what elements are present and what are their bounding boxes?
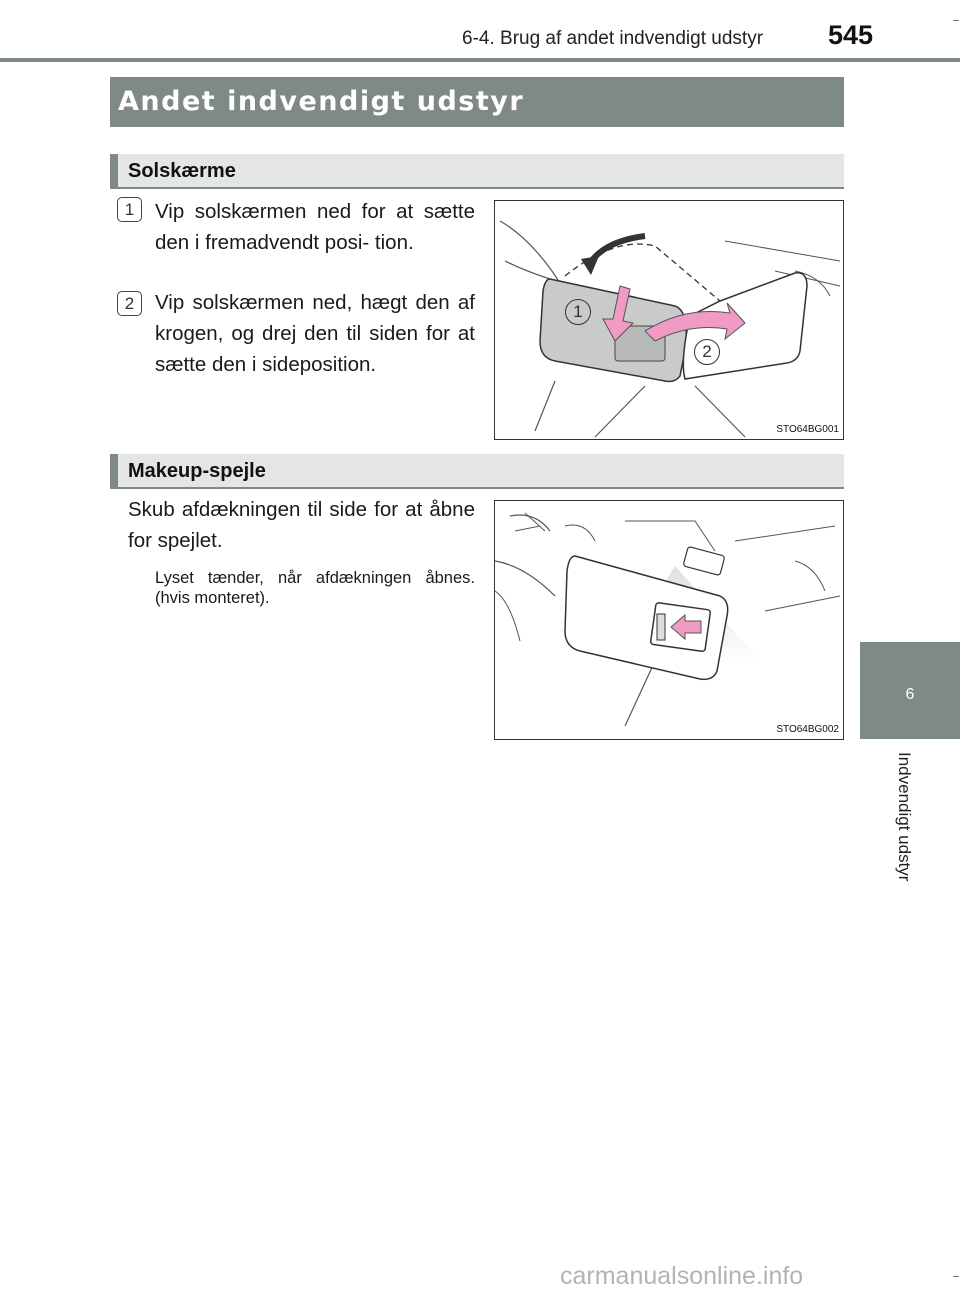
heading-marker <box>110 154 118 187</box>
page-title: Andet indvendigt udstyr <box>118 86 525 117</box>
running-header: 6-4. Brug af andet indvendigt udstyr <box>462 28 764 49</box>
crop-mark <box>953 1276 959 1277</box>
watermark: carmanualsonline.info <box>560 1262 804 1290</box>
step-number-2: 2 <box>117 291 142 316</box>
sun-visor-illustration <box>494 200 844 440</box>
chapter-label: Indvendigt udstyr <box>895 752 914 882</box>
section-heading-text: Solskærme <box>128 160 236 182</box>
figure-callout-1: 1 <box>565 299 591 325</box>
mirror-note: Lyset tænder, når afdækningen åbnes. (hvis monteret). <box>155 569 475 607</box>
figure-callout-2: 2 <box>694 339 720 365</box>
makeup-mirror-illustration <box>494 500 844 740</box>
heading-marker <box>110 454 118 487</box>
makeup-mirror-drawing <box>495 501 843 739</box>
page-number: 545 <box>828 20 874 50</box>
chapter-tab <box>860 642 960 739</box>
section-heading-text: Makeup-spejle <box>128 460 266 482</box>
step-text-2: Vip solskærmen ned, hægt den af krogen, og drej den til siden for at sætte den i sideposition. <box>155 291 475 376</box>
section-heading-makeup-spejle <box>110 454 844 489</box>
chapter-number: 6 <box>905 686 915 703</box>
figure-code: STO64BG001 <box>776 424 839 435</box>
figure-code: STO64BG002 <box>776 724 839 735</box>
sun-visor-drawing <box>495 201 843 439</box>
page-title-bar <box>110 77 844 127</box>
section-heading-solskaerme <box>110 154 844 189</box>
step-number-1: 1 <box>117 197 142 222</box>
step-text-1: Vip solskærmen ned for at sætte den i fremadvendt posi- tion. <box>155 200 475 254</box>
mirror-instruction: Skub afdækningen til side for at åbne for spejlet. <box>128 498 475 552</box>
header-rule <box>0 58 960 62</box>
crop-mark <box>953 20 959 21</box>
